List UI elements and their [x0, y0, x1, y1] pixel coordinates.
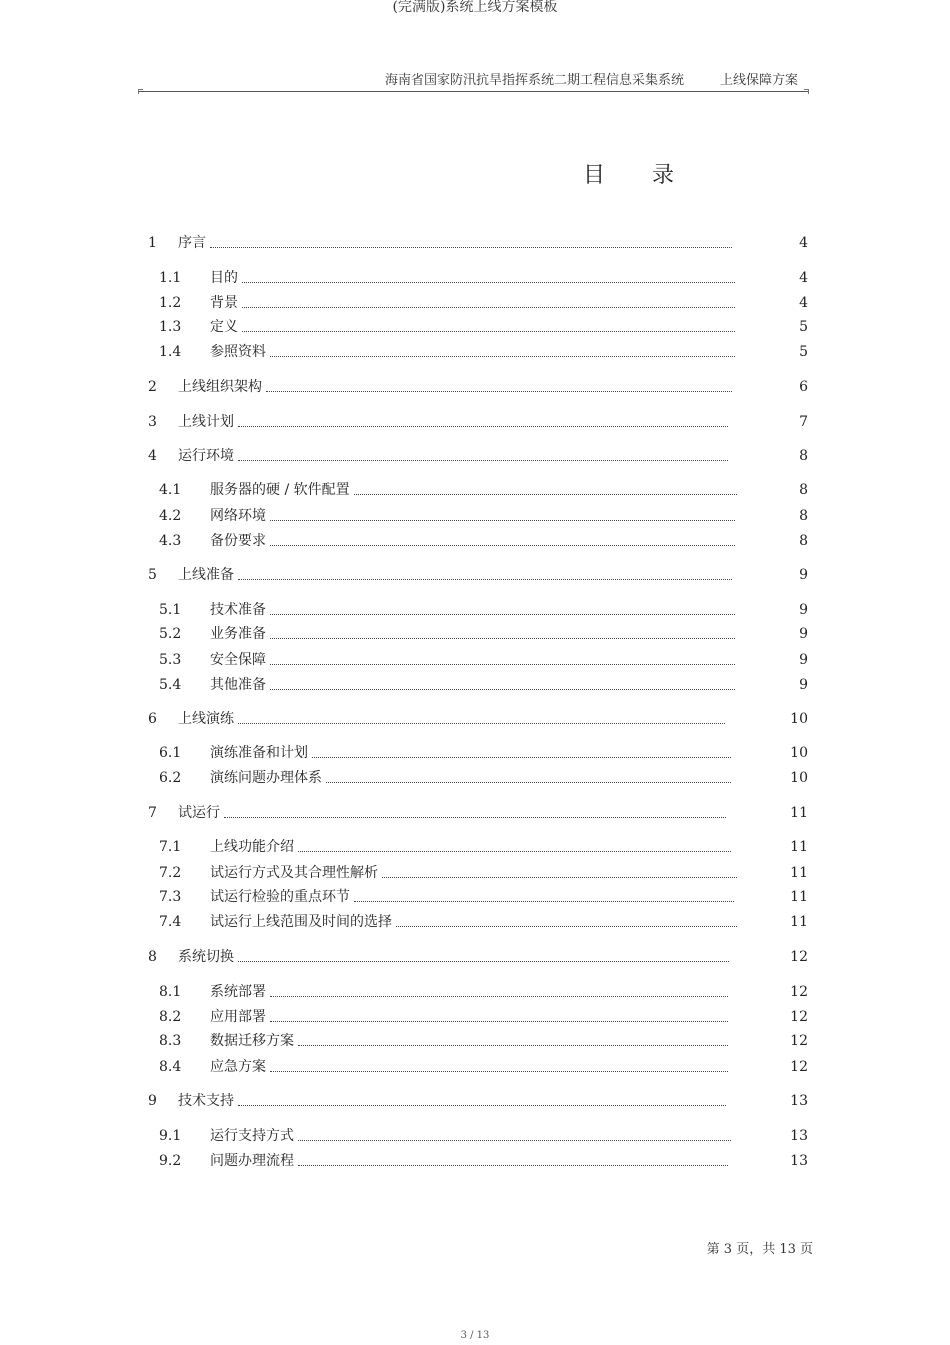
- toc-entry-number: 5.2: [159, 626, 182, 642]
- toc-entry-number: 5.3: [159, 652, 182, 668]
- toc-dot-leader: [396, 926, 737, 927]
- toc-entry[interactable]: [140, 565, 810, 585]
- toc-dot-leader: [270, 1021, 728, 1022]
- toc-entry[interactable]: [140, 600, 810, 620]
- viewer-page-indicator: 3 / 13: [460, 1330, 490, 1341]
- toc-entry-label: 试运行: [178, 805, 220, 821]
- toc-entry-number: 8.4: [159, 1059, 182, 1075]
- toc-entry[interactable]: [140, 268, 810, 288]
- toc-entry[interactable]: [140, 506, 810, 526]
- toc-entry-page: 7: [799, 414, 808, 430]
- toc-entry-label: 应急方案: [210, 1059, 266, 1075]
- toc-entry-number: 7.4: [159, 914, 182, 930]
- toc-dot-leader: [382, 877, 737, 878]
- toc-dot-leader: [266, 391, 732, 392]
- toc-entry-page: 13: [790, 1153, 808, 1169]
- toc-entry-page: 12: [790, 1059, 808, 1075]
- toc-entry-page: 13: [790, 1128, 808, 1144]
- toc-dot-leader: [270, 996, 728, 997]
- toc-entry-page: 5: [799, 344, 808, 360]
- toc-entry[interactable]: [140, 1031, 810, 1051]
- toc-entry[interactable]: [140, 803, 810, 823]
- toc-entry[interactable]: [140, 1007, 810, 1027]
- toc-entry-page: 8: [799, 482, 808, 498]
- toc-entry-page: 9: [799, 626, 808, 642]
- toc-entry-page: 11: [790, 839, 808, 855]
- toc-entry-number: 8: [148, 949, 157, 965]
- toc-dot-leader: [270, 689, 735, 690]
- toc-entry-page: 11: [790, 805, 808, 821]
- toc-entry-number: 6: [148, 711, 157, 727]
- toc-entry-number: 9.2: [159, 1153, 182, 1169]
- toc-entry-number: 9: [148, 1093, 157, 1109]
- toc-entry-label: 技术准备: [210, 602, 266, 618]
- toc-entry[interactable]: [140, 768, 810, 788]
- toc-entry-number: 4.3: [159, 533, 182, 549]
- toc-entry-label: 数据迁移方案: [210, 1033, 294, 1049]
- toc-entry[interactable]: [140, 947, 810, 967]
- toc-entry[interactable]: [140, 446, 810, 466]
- toc-entry[interactable]: [140, 317, 810, 337]
- toc-dot-leader: [312, 757, 731, 758]
- toc-entry-page: 9: [799, 652, 808, 668]
- toc-entry[interactable]: [140, 293, 810, 313]
- toc-entry-page: 9: [799, 567, 808, 583]
- toc-entry[interactable]: [140, 377, 810, 397]
- toc-entry-page: 8: [799, 533, 808, 549]
- toc-dot-leader: [354, 494, 737, 495]
- toc-entry-page: 13: [790, 1093, 808, 1109]
- toc-entry-label: 上线准备: [178, 567, 234, 583]
- toc-entry[interactable]: [140, 709, 810, 729]
- toc-dot-leader: [270, 614, 735, 615]
- toc-entry[interactable]: [140, 675, 810, 695]
- toc-entry[interactable]: [140, 912, 810, 932]
- header-project-name: 海南省国家防汛抗旱指挥系统二期工程信息采集系统: [384, 73, 684, 88]
- toc-dot-leader: [238, 426, 728, 427]
- toc-entry-page: 12: [790, 1033, 808, 1049]
- toc-entry-page: 10: [790, 711, 808, 727]
- toc-entry-number: 2: [148, 379, 157, 395]
- toc-entry-page: 12: [790, 1009, 808, 1025]
- toc-entry-label: 问题办理流程: [210, 1153, 294, 1169]
- toc-dot-leader: [298, 1045, 728, 1046]
- toc-entry-page: 12: [790, 984, 808, 1000]
- toc-entry-page: 10: [790, 745, 808, 761]
- toc-entry[interactable]: [140, 624, 810, 644]
- toc-entry-label: 试运行方式及其合理性解析: [210, 865, 378, 881]
- toc-entry-label: 试运行上线范围及时间的选择: [210, 914, 392, 930]
- toc-entry-page: 8: [799, 448, 808, 464]
- toc-entry-label: 定义: [210, 319, 238, 335]
- toc-entry-label: 安全保障: [210, 652, 266, 668]
- toc-entry-page: 11: [790, 889, 808, 905]
- toc-entry-label: 演练准备和计划: [210, 745, 308, 761]
- toc-entry-label: 应用部署: [210, 1009, 266, 1025]
- toc-entry-number: 7: [148, 805, 157, 821]
- toc-entry-number: 1: [148, 235, 157, 251]
- toc-entry-number: 7.1: [159, 839, 182, 855]
- toc-entry-label: 网络环境: [210, 508, 266, 524]
- toc-entry-number: 7.3: [159, 889, 182, 905]
- toc-entry-number: 7.2: [159, 865, 182, 881]
- toc-dot-leader: [242, 282, 735, 283]
- toc-entry-number: 5: [148, 567, 157, 583]
- toc-entry-page: 4: [799, 270, 808, 286]
- toc-entry[interactable]: [140, 887, 810, 907]
- toc-entry-number: 5.1: [159, 602, 182, 618]
- toc-dot-leader: [270, 545, 735, 546]
- toc-dot-leader: [238, 579, 732, 580]
- toc-entry[interactable]: [140, 531, 810, 551]
- toc-entry-number: 4: [148, 448, 157, 464]
- toc-entry-label: 上线计划: [178, 414, 234, 430]
- toc-dot-leader: [326, 782, 731, 783]
- toc-entry[interactable]: [140, 1057, 810, 1077]
- toc-entry-label: 参照资料: [210, 344, 266, 360]
- toc-entry-page: 11: [790, 865, 808, 881]
- toc-entry[interactable]: [140, 480, 810, 500]
- toc-entry-label: 运行支持方式: [210, 1128, 294, 1144]
- toc-entry-label: 服务器的硬 / 软件配置: [210, 482, 350, 498]
- toc-entry-label: 其他准备: [210, 677, 266, 693]
- toc-entry-label: 系统切换: [178, 949, 234, 965]
- toc-entry[interactable]: [140, 982, 810, 1002]
- toc-entry-number: 3: [148, 414, 157, 430]
- toc-entry[interactable]: [140, 1126, 810, 1146]
- toc-entry-label: 运行环境: [178, 448, 234, 464]
- toc-dot-leader: [298, 1165, 728, 1166]
- toc-entry-number: 8.3: [159, 1033, 182, 1049]
- toc-entry-page: 5: [799, 319, 808, 335]
- toc-dot-leader: [270, 664, 735, 665]
- toc-entry-number: 1.3: [159, 319, 182, 335]
- toc-dot-leader: [354, 901, 734, 902]
- toc-entry-page: 8: [799, 508, 808, 524]
- toc-entry-number: 5.4: [159, 677, 182, 693]
- toc-dot-leader: [270, 1071, 728, 1072]
- toc-entry-page: 6: [799, 379, 808, 395]
- toc-entry[interactable]: [140, 837, 810, 857]
- toc-entry[interactable]: [140, 650, 810, 670]
- toc-dot-leader: [298, 851, 731, 852]
- toc-entry[interactable]: [140, 1151, 810, 1171]
- toc-entry-label: 试运行检验的重点环节: [210, 889, 350, 905]
- toc-entry-page: 12: [790, 949, 808, 965]
- toc-dot-leader: [270, 520, 735, 521]
- toc-entry-number: 9.1: [159, 1128, 182, 1144]
- toc-entry-page: 9: [799, 677, 808, 693]
- toc-entry[interactable]: [140, 233, 810, 253]
- toc-entry-number: 4.2: [159, 508, 182, 524]
- toc-dot-leader: [298, 1140, 731, 1141]
- toc-entry-label: 业务准备: [210, 626, 266, 642]
- toc-entry-page: 4: [799, 295, 808, 311]
- toc-dot-leader: [270, 356, 735, 357]
- toc-entry-label: 演练问题办理体系: [210, 770, 322, 786]
- toc-entry-label: 技术支持: [178, 1093, 234, 1109]
- toc-dot-leader: [238, 961, 729, 962]
- header-divider: [138, 91, 809, 92]
- toc-dot-leader: [238, 460, 728, 461]
- toc-entry-number: 1.4: [159, 344, 182, 360]
- toc-entry-label: 目的: [210, 270, 238, 286]
- footer-page-info: 第 3 页，共 13 页: [706, 1242, 813, 1257]
- toc-entry-number: 6.1: [159, 745, 182, 761]
- toc-entry-number: 1.1: [159, 270, 182, 286]
- toc-entry-number: 8.2: [159, 1009, 182, 1025]
- toc-entry-label: 上线演练: [178, 711, 234, 727]
- toc-entry[interactable]: [140, 743, 810, 763]
- toc-entry-label: 上线组织架构: [178, 379, 262, 395]
- toc-entry-label: 背景: [210, 295, 238, 311]
- toc-dot-leader: [210, 247, 732, 248]
- document-title: (完满版)系统上线方案模板: [392, 0, 558, 15]
- toc-entry-page: 10: [790, 770, 808, 786]
- toc-entry-number: 1.2: [159, 295, 182, 311]
- toc-entry-page: 11: [790, 914, 808, 930]
- toc-dot-leader: [242, 331, 735, 332]
- toc-entry-number: 4.1: [159, 482, 182, 498]
- toc-heading: 目 录: [583, 163, 694, 188]
- toc-dot-leader: [242, 307, 735, 308]
- toc-entry-number: 6.2: [159, 770, 182, 786]
- toc-entry-label: 备份要求: [210, 533, 266, 549]
- toc-dot-leader: [238, 1105, 726, 1106]
- toc-entry[interactable]: [140, 412, 810, 432]
- toc-entry-page: 4: [799, 235, 808, 251]
- toc-entry-label: 序言: [178, 235, 206, 251]
- page-header: [385, 69, 798, 88]
- toc-entry[interactable]: [140, 1091, 810, 1111]
- toc-entry-label: 系统部署: [210, 984, 266, 1000]
- toc-entry[interactable]: [140, 342, 810, 362]
- header-document-type: 上线保障方案: [719, 73, 798, 88]
- toc-entry-page: 9: [799, 602, 808, 618]
- toc-entry-number: 8.1: [159, 984, 182, 1000]
- toc-entry-label: 上线功能介绍: [210, 839, 294, 855]
- toc-dot-leader: [224, 817, 726, 818]
- toc-dot-leader: [270, 638, 735, 639]
- toc-dot-leader: [238, 723, 725, 724]
- toc-entry[interactable]: [140, 863, 810, 883]
